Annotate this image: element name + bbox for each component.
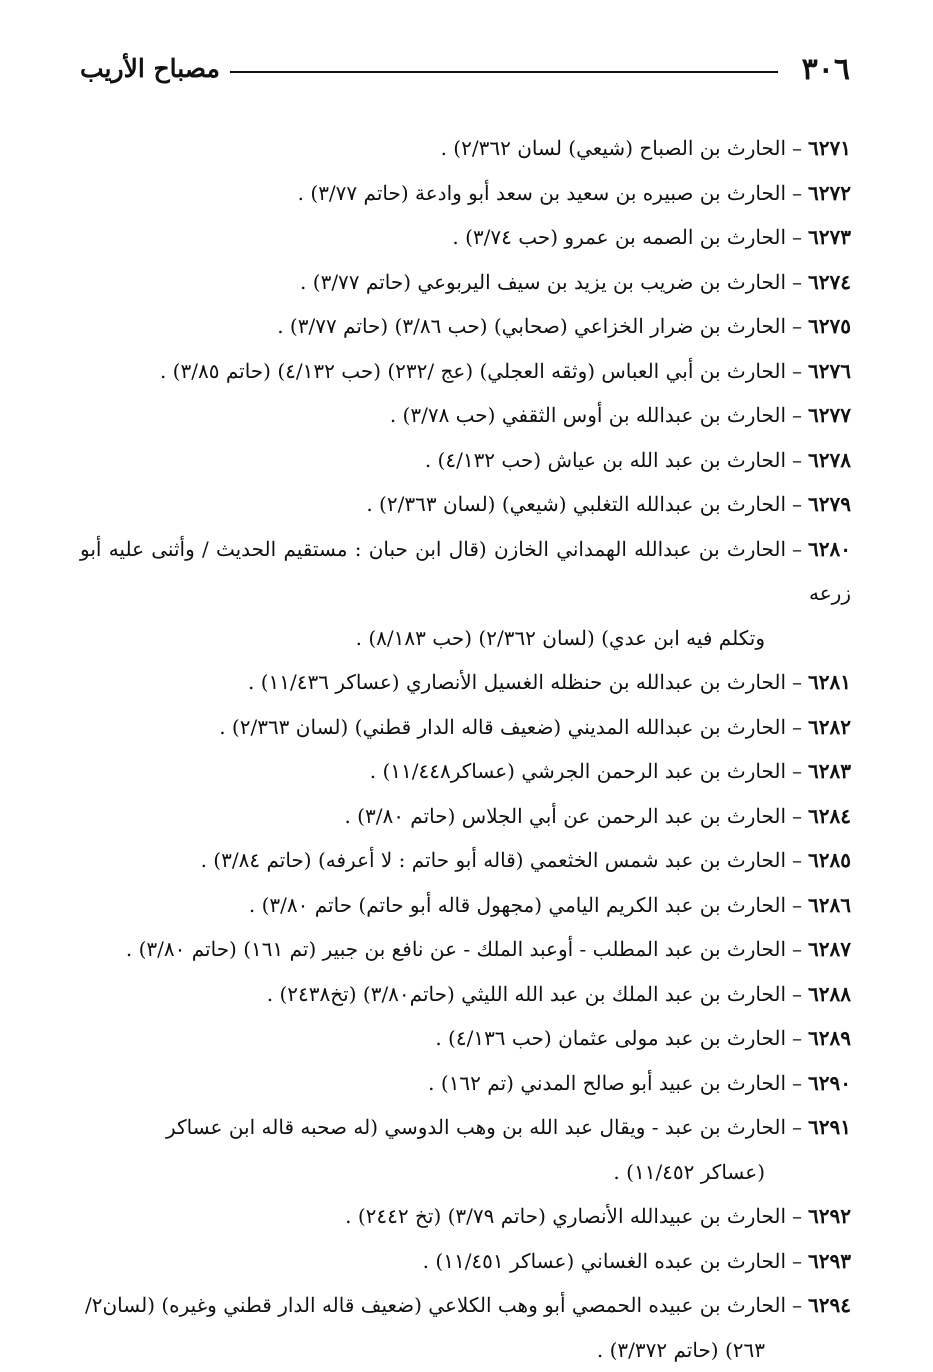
entry-dash: – — [786, 537, 808, 561]
entry-dash: – — [786, 136, 808, 160]
list-item — [80, 1239, 851, 1284]
entry-text: الحارث بن الصباح (شيعي) لسان ٢/٣٦٢) . — [441, 136, 786, 160]
entry-text: الحارث بن عبد - ويقال عبد الله بن وهب الدوسي (له صحبه قاله ابن عساكر — [166, 1115, 786, 1139]
entry-text: الحارث بن الصمه بن عمرو (حب ٣/٧٤) . — [452, 225, 786, 249]
entry-number: ٦٢٧١ — [808, 136, 851, 160]
entry-text: الحارث بن عبيدالله الأنصاري (حاتم ٣/٧٩) (تخ ٢٤٤٢) . — [345, 1204, 786, 1228]
entry-text: الحارث بن عبيده الحمصي أبو وهب الكلاعي (ضعيف قاله الدار قطني وغيره) (لسان٢/ — [85, 1293, 786, 1317]
entry-number: ٦٢٧٩ — [808, 492, 851, 516]
entry-number: ٦٢٨٧ — [808, 937, 851, 961]
entry-dash: – — [786, 225, 808, 249]
entry-dash: – — [786, 982, 808, 1006]
list-item — [80, 838, 851, 883]
entry-dash: – — [786, 1071, 808, 1095]
list-item — [80, 660, 851, 705]
entry-text: الحارث بن عبدالله التغلبي (شيعي) (لسان ٢/٣٦٣) . — [366, 492, 786, 516]
entry-dash: – — [786, 1204, 808, 1228]
entry-number: ٦٢٧٨ — [808, 448, 851, 472]
entry-list — [80, 126, 851, 1372]
book-title: مصباح الأريب — [80, 54, 220, 83]
entry-dash: – — [786, 359, 808, 383]
entry-dash: – — [786, 1115, 808, 1139]
list-item — [80, 260, 851, 305]
entry-dash: – — [786, 670, 808, 694]
list-item — [80, 126, 851, 171]
entry-dash: – — [786, 937, 808, 961]
page-number: ٣٠٦ — [802, 52, 850, 87]
page-header — [80, 52, 850, 100]
list-item — [80, 393, 851, 438]
entry-continuation: وتكلم فيه ابن عدي) (لسان ٢/٣٦٢) (حب ٨/١٨٣) . — [80, 616, 851, 661]
entry-text: الحارث بن عبيد أبو صالح المدني (تم ١٦٢) . — [428, 1071, 786, 1095]
list-item — [80, 349, 851, 394]
entry-number: ٦٢٨٢ — [808, 715, 851, 739]
entry-number: ٦٢٩٠ — [808, 1071, 851, 1095]
entry-number: ٦٢٧٢ — [808, 181, 851, 205]
entry-text: الحارث بن عبد الرحمن الجرشي (عساكر١١/٤٤٨) . — [370, 759, 786, 783]
entry-dash: – — [786, 848, 808, 872]
entry-text: الحارث بن ضريب بن يزيد بن سيف اليربوعي (حاتم ٣/٧٧) . — [300, 270, 786, 294]
entry-continuation: (عساكر ١١/٤٥٢) . — [80, 1150, 851, 1195]
list-item — [80, 1105, 851, 1194]
list-item — [80, 1016, 851, 1061]
entry-dash: – — [786, 804, 808, 828]
entry-number: ٦٢٧٦ — [808, 359, 851, 383]
entry-dash: – — [786, 181, 808, 205]
list-item — [80, 527, 851, 661]
entry-dash: – — [786, 448, 808, 472]
list-item — [80, 438, 851, 483]
entry-text: الحارث بن صبيره بن سعيد بن سعد أبو وادعة (حاتم ٣/٧٧) . — [298, 181, 786, 205]
entry-text: الحارث بن عبدالله بن حنظله الغسيل الأنصاري (عساكر ١١/٤٣٦) . — [248, 670, 786, 694]
list-item — [80, 883, 851, 928]
list-item — [80, 1061, 851, 1106]
entry-number: ٦٢٨٥ — [808, 848, 851, 872]
entry-number: ٦٢٩٢ — [808, 1204, 851, 1228]
entry-text: الحارث بن أبي العباس (وثقه العجلي) (عج /٢٣٢) (حب ٤/١٣٢) (حاتم ٣/٨٥) . — [160, 359, 786, 383]
entry-number: ٦٢٨٣ — [808, 759, 851, 783]
entry-dash: – — [786, 1249, 808, 1273]
list-item — [80, 794, 851, 839]
list-item — [80, 927, 851, 972]
entry-number: ٦٢٧٤ — [808, 270, 851, 294]
entry-dash: – — [786, 1026, 808, 1050]
entry-number: ٦٢٩٣ — [808, 1249, 851, 1273]
entry-text: الحارث بن عبد الكريم اليامي (مجهول قاله أبو حاتم) حاتم ٣/٨٠) . — [249, 893, 786, 917]
header-rule — [230, 71, 778, 73]
list-item — [80, 171, 851, 216]
entry-number: ٦٢٧٧ — [808, 403, 851, 427]
entry-dash: – — [786, 759, 808, 783]
entry-text: الحارث بن عبدالله الهمداني الخازن (قال ابن حبان : مستقيم الحديث / وأثنى عليه أبو زرعه — [80, 537, 851, 606]
list-item — [80, 304, 851, 349]
entry-number: ٦٢٩١ — [808, 1115, 851, 1139]
entry-continuation: ٢٦٣) (حاتم ٣/٣٧٢) . — [80, 1328, 851, 1372]
entry-number: ٦٢٧٥ — [808, 314, 851, 338]
entry-dash: – — [786, 270, 808, 294]
list-item — [80, 1194, 851, 1239]
entry-dash: – — [786, 314, 808, 338]
entry-number: ٦٢٨٦ — [808, 893, 851, 917]
entry-dash: – — [786, 1293, 808, 1317]
list-item — [80, 972, 851, 1017]
entry-text: الحارث بن عبد الملك بن عبد الله الليثي (حاتم٣/٨٠) (تخ٢٤٣٨) . — [267, 982, 786, 1006]
entry-number: ٦٢٧٣ — [808, 225, 851, 249]
entry-text: الحارث بن عبد الرحمن عن أبي الجلاس (حاتم ٣/٨٠) . — [344, 804, 786, 828]
entry-number: ٦٢٨٨ — [808, 982, 851, 1006]
entry-text: الحارث بن عبدالله بن أوس الثقفي (حب ٣/٧٨) . — [390, 403, 786, 427]
entry-dash: – — [786, 893, 808, 917]
list-item — [80, 215, 851, 260]
entry-text: الحارث بن عبد المطلب - أوعبد الملك - عن نافع بن جبير (تم ١٦١) (حاتم ٣/٨٠) . — [126, 937, 786, 961]
entry-text: الحارث بن ضرار الخزاعي (صحابي) (حب ٣/٨٦) (حاتم ٣/٧٧) . — [277, 314, 786, 338]
entry-number: ٦٢٩٤ — [808, 1293, 851, 1317]
list-item — [80, 705, 851, 750]
entry-text: الحارث بن عبده الغساني (عساكر ١١/٤٥١) . — [423, 1249, 786, 1273]
entry-dash: – — [786, 492, 808, 516]
entry-text: الحارث بن عبدالله المديني (ضعيف قاله الدار قطني) (لسان ٢/٣٦٣) . — [219, 715, 786, 739]
entry-number: ٦٢٨٠ — [808, 537, 851, 561]
list-item — [80, 482, 851, 527]
list-item — [80, 1283, 851, 1372]
entry-dash: – — [786, 403, 808, 427]
entry-dash: – — [786, 715, 808, 739]
entry-text: الحارث بن عبد الله بن عياش (حب ٤/١٣٢) . — [425, 448, 786, 472]
entry-number: ٦٢٨٤ — [808, 804, 851, 828]
entry-text: الحارث بن عبد مولى عثمان (حب ٤/١٣٦) . — [435, 1026, 786, 1050]
entry-text: الحارث بن عبد شمس الخثعمي (قاله أبو حاتم : لا أعرفه) (حاتم ٣/٨٤) . — [201, 848, 786, 872]
list-item — [80, 749, 851, 794]
entry-number: ٦٢٨٩ — [808, 1026, 851, 1050]
entry-number: ٦٢٨١ — [808, 670, 851, 694]
